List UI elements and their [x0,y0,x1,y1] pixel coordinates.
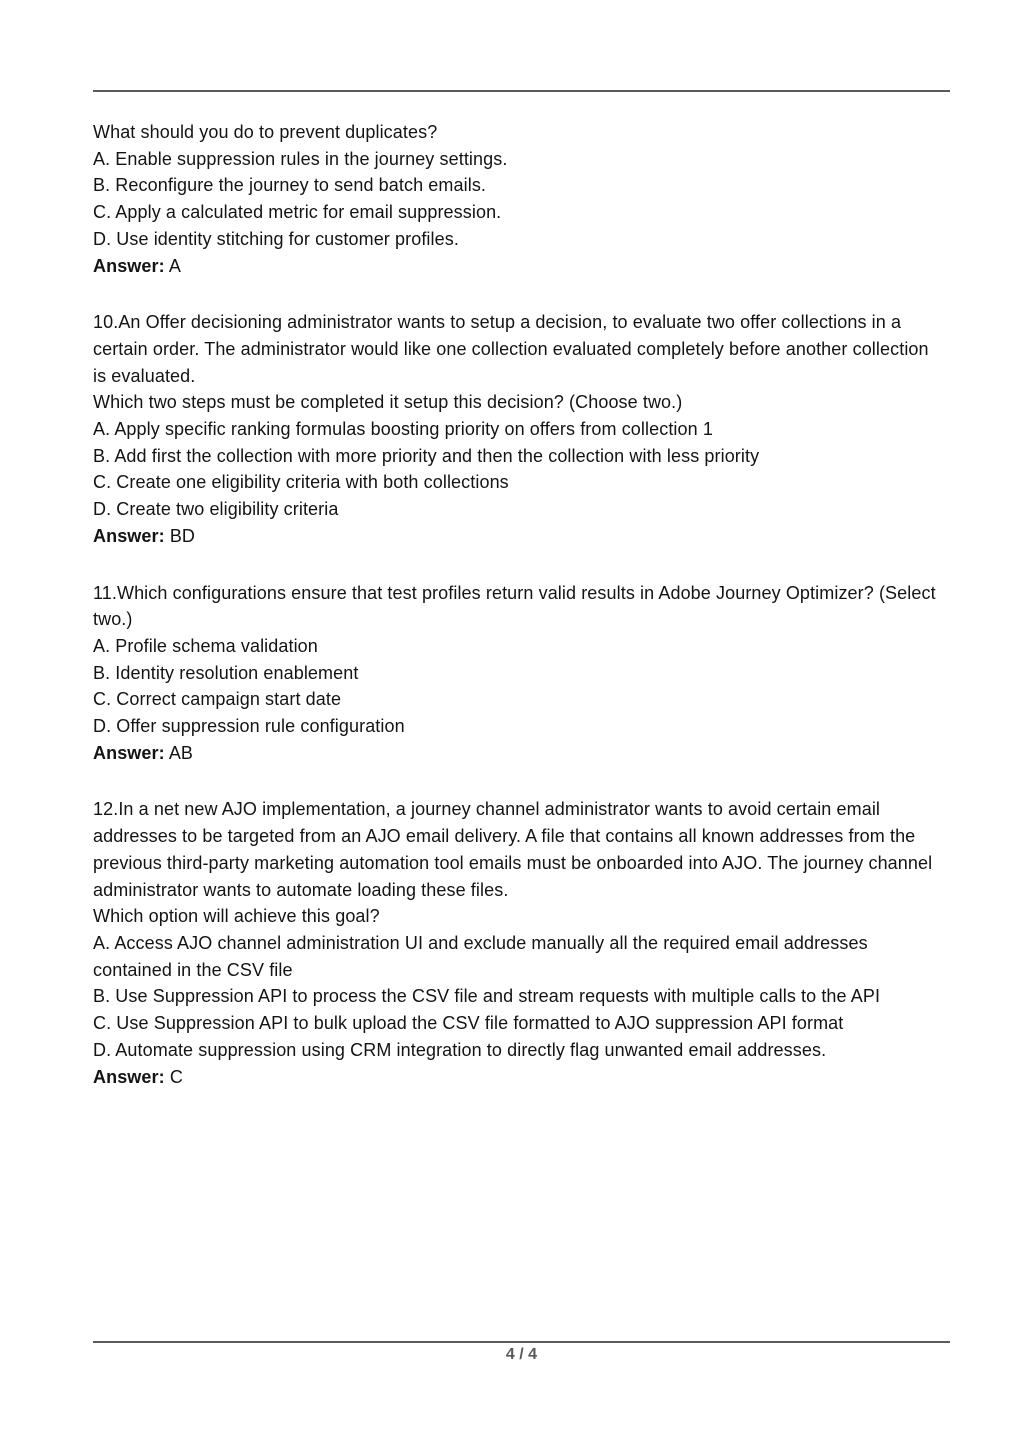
text-run: administrator wants to automate loading these files. [93,879,509,900]
text-line [93,903,963,930]
text-run: 11.Which configurations ensure that test profiles return valid results in Adobe Journey Optimizer? (Select [93,582,936,603]
question-block [93,119,963,279]
text-run: BD [164,525,196,546]
text-line [93,253,963,280]
text-line [93,336,963,363]
text-run: Which two steps must be completed it setup this decision? (Choose two.) [93,392,683,413]
text-run: previous third-party marketing automation tool emails must be onboarded into AJO. The journey channel [93,852,933,873]
text-line [93,416,963,443]
text-run: D. Use identity stitching for customer profiles. [93,228,459,249]
text-run: C. Create one eligibility criteria with both collections [93,472,509,493]
text-line [93,633,963,660]
text-line [93,713,963,740]
text-line [93,1064,963,1091]
text-line [93,606,963,633]
text-line [93,796,963,823]
text-line [93,580,963,607]
answer-label: Answer: [93,1066,165,1087]
text-run: A. Enable suppression rules in the journey settings. [93,148,508,169]
text-line [93,740,963,767]
text-line [93,172,963,199]
text-line [93,443,963,470]
text-line [93,119,963,146]
text-run: AB [164,742,194,763]
text-run: C. Apply a calculated metric for email suppression. [93,202,502,223]
text-line [93,199,963,226]
text-line [93,1010,963,1037]
text-run: B. Reconfigure the journey to send batch emails. [93,175,487,196]
text-line [93,146,963,173]
answer-label: Answer: [93,255,165,276]
question-block [93,309,963,549]
answer-label: Answer: [93,742,165,763]
text-run: A. Access AJO channel administration UI and exclude manually all the required email addresses [93,932,868,953]
text-run: A. Apply specific ranking formulas boosting priority on offers from collection 1 [93,419,713,440]
text-run: C [164,1066,183,1087]
text-line [93,686,963,713]
text-line [93,523,963,550]
text-run: C. Correct campaign start date [93,689,342,710]
text-line [93,930,963,957]
text-line [93,983,963,1010]
text-line [93,469,963,496]
answer-label: Answer: [93,525,165,546]
text-line [93,496,963,523]
text-line [93,660,963,687]
text-run: B. Add first the collection with more priority and then the collection with less priority [93,445,760,466]
text-run: Which option will achieve this goal? [93,906,380,927]
text-run: 12.In a net new AJO implementation, a journey channel administrator wants to avoid certain email [93,799,881,820]
text-run: B. Identity resolution enablement [93,662,359,683]
text-line [93,389,963,416]
text-line [93,226,963,253]
footer-rule [93,1341,950,1343]
text-run: C. Use Suppression API to bulk upload the CSV file formatted to AJO suppression API format [93,1013,844,1034]
text-run: D. Create two eligibility criteria [93,499,339,520]
text-line [93,850,963,877]
text-line [93,877,963,904]
text-run: D. Automate suppression using CRM integration to directly flag unwanted email addresses. [93,1039,827,1060]
text-run: A. Profile schema validation [93,635,318,656]
text-line [93,823,963,850]
text-line [93,1037,963,1064]
text-run: addresses to be targeted from an AJO email delivery. A file that contains all known addresses from the [93,826,916,847]
text-run: B. Use Suppression API to process the CSV file and stream requests with multiple calls to the API [93,986,881,1007]
text-run: D. Offer suppression rule configuration [93,716,405,737]
page-number: 4 / 4 [505,1346,538,1363]
question-block [93,796,963,1090]
text-run: certain order. The administrator would like one collection evaluated completely before another collection [93,338,929,359]
text-run: What should you do to prevent duplicates? [93,122,438,142]
text-run: two.) [93,609,133,630]
text-line [93,309,963,336]
text-run: contained in the CSV file [93,959,293,980]
text-run: 10.An Offer decisioning administrator wants to setup a decision, to evaluate two offer collections in a [93,312,902,333]
text-run: A [164,255,181,276]
text-run: is evaluated. [93,365,196,386]
text-line [93,363,963,390]
question-block [93,580,963,767]
header-rule [93,90,950,92]
content-blocks [93,119,963,1120]
text-line [93,957,963,984]
